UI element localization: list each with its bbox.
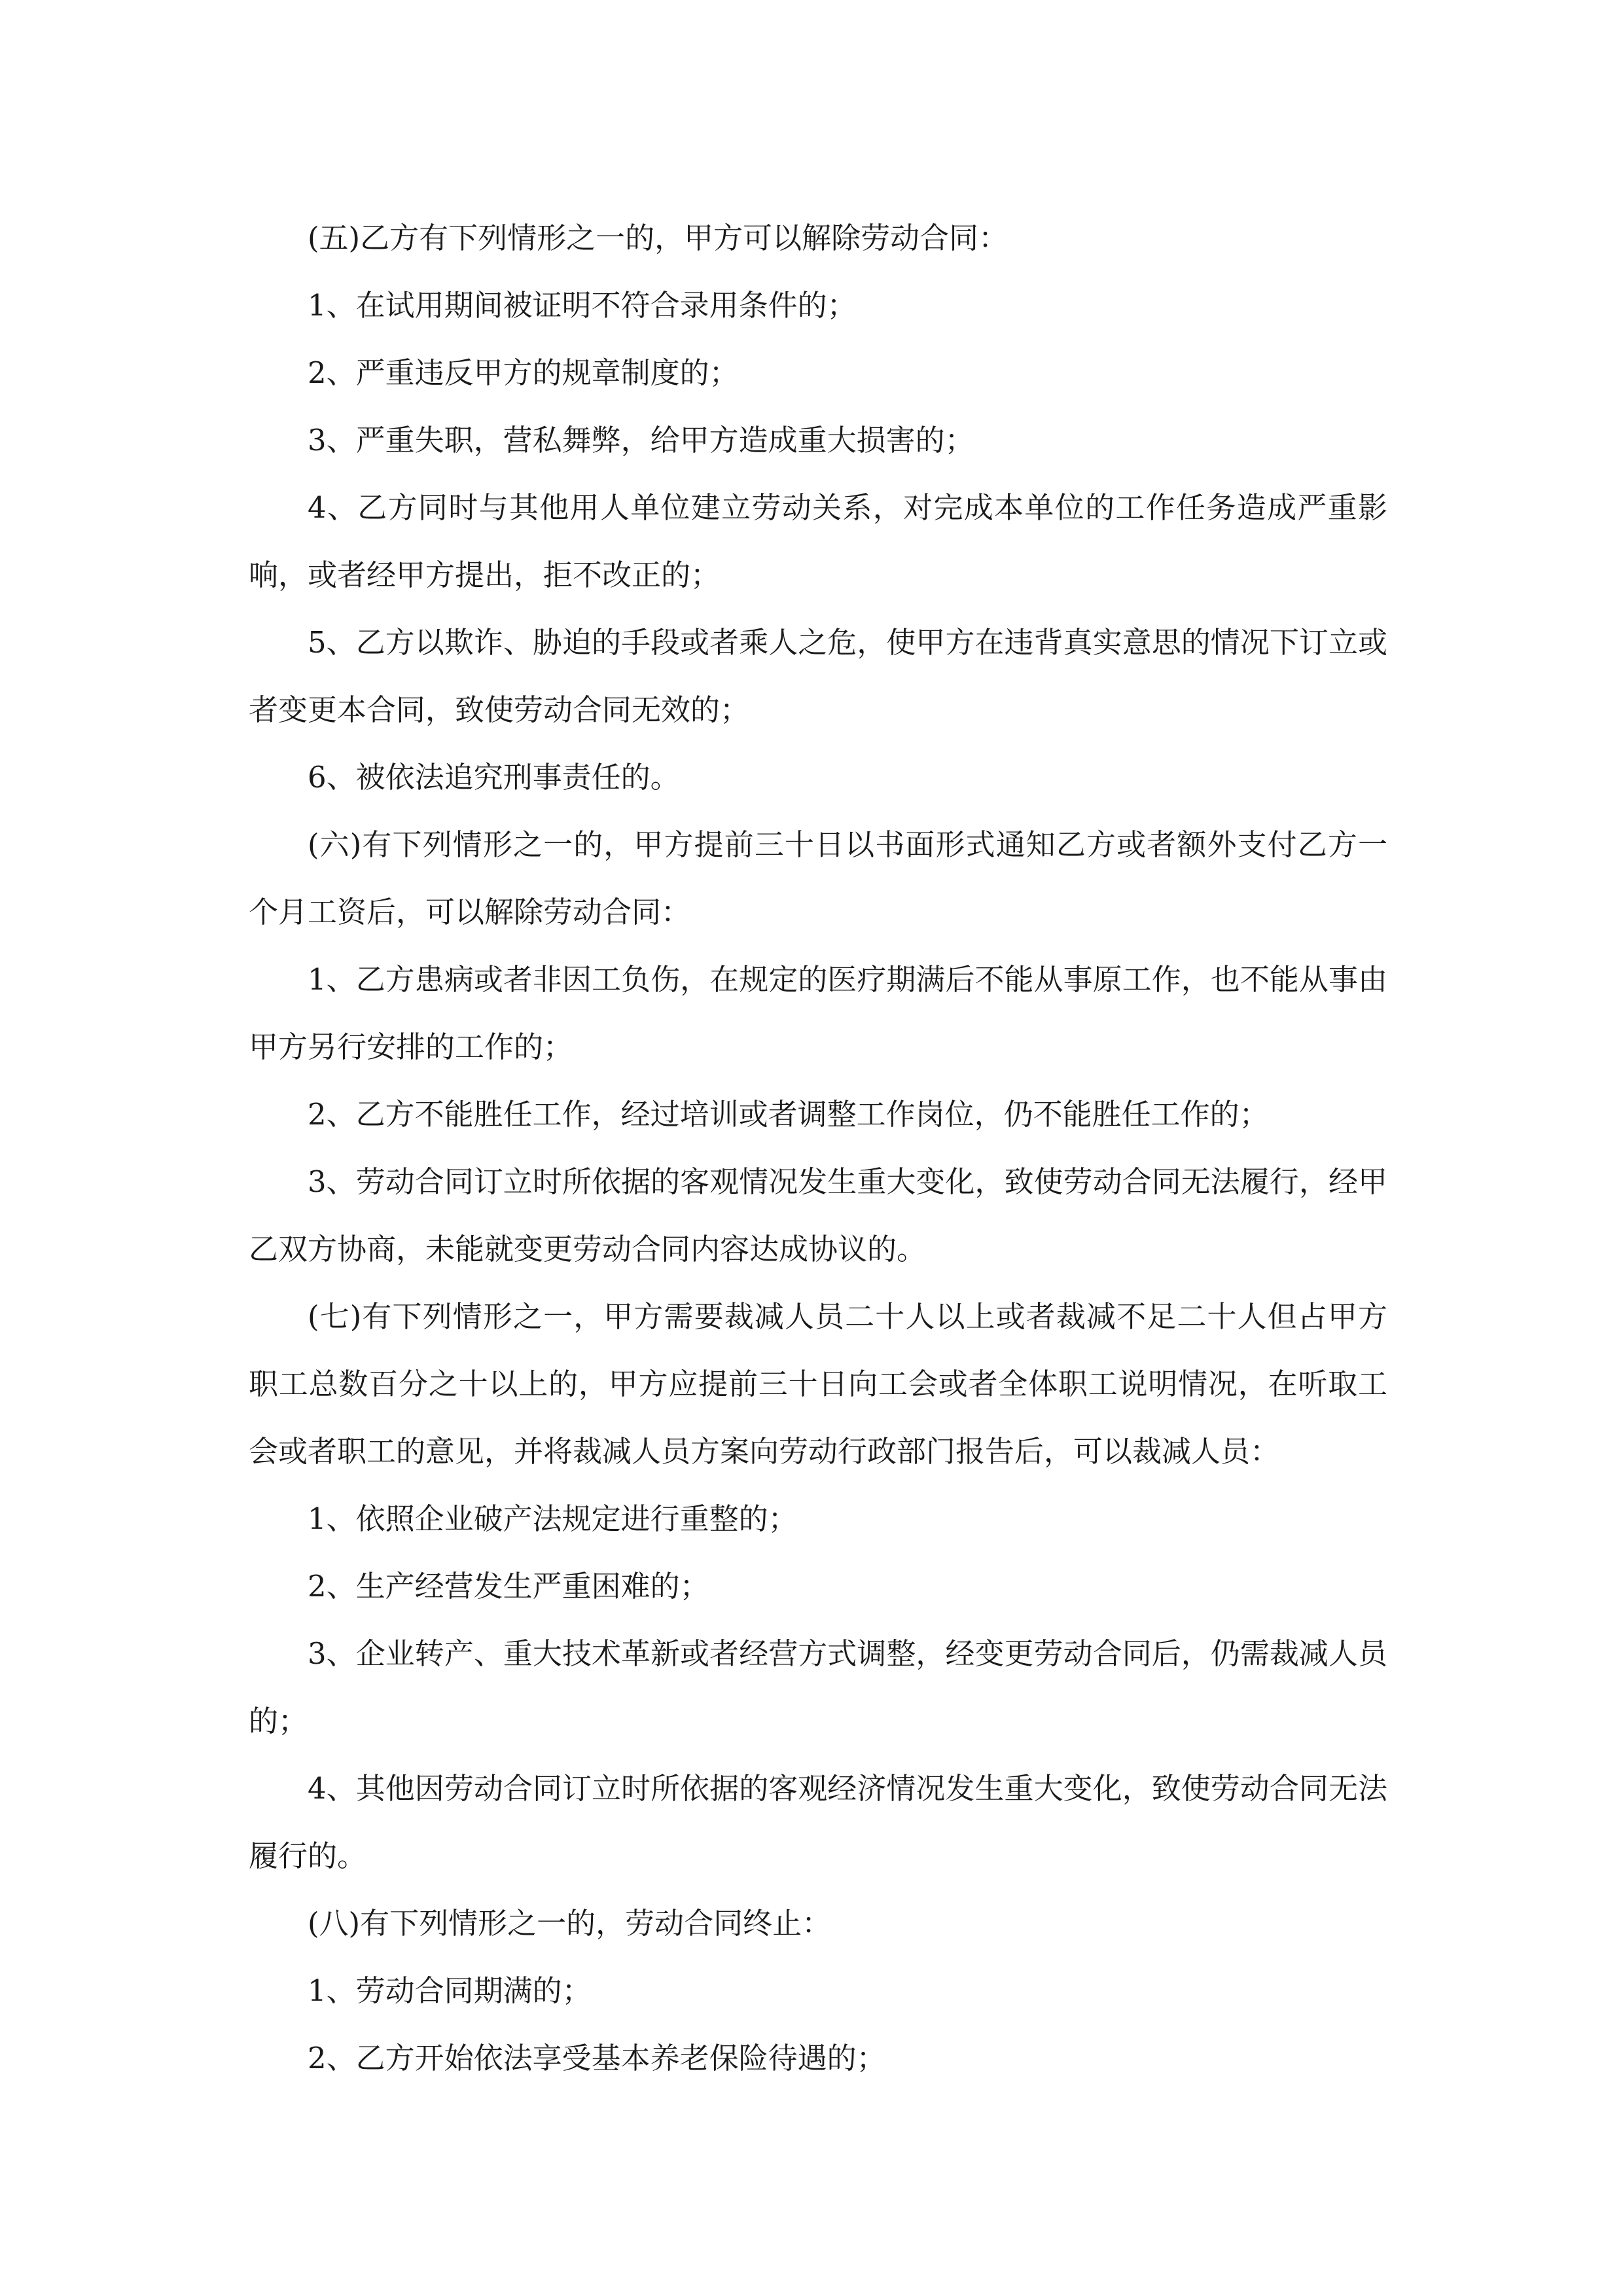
contract-body (249, 204, 1387, 2092)
paragraph-item: 2、严重违反甲方的规章制度的； (308, 355, 739, 390)
paragraph-item: 2、乙方不能胜任工作，经过培训或者调整工作岗位，仍不能胜任工作的； (308, 1097, 1269, 1132)
paragraph-section-6-heading: (六)有下列情形之一的，甲方提前三十日以书面形式通知乙方或者额外支付乙方一个月工资后，可以解除劳动合同： (249, 827, 1387, 929)
paragraph-section-5-heading: (五)乙方有下列情形之一的，甲方可以解除劳动合同： (308, 221, 1008, 255)
paragraph-item: 3、企业转产、重大技术革新或者经营方式调整，经变更劳动合同后，仍需裁减人员的； (249, 1636, 1387, 1738)
paragraph-item: 1、劳动合同期满的； (308, 1973, 592, 2008)
paragraph-item: 3、严重失职，营私舞弊，给甲方造成重大损害的； (308, 423, 974, 457)
paragraph-item: 1、乙方患病或者非因工负伤，在规定的医疗期满后不能从事原工作，也不能从事由甲方另行安排的工作的； (249, 962, 1387, 1064)
paragraph-item: 4、乙方同时与其他用人单位建立劳动关系，对完成本单位的工作任务造成严重影响，或者经甲方提出，拒不改正的； (249, 490, 1387, 592)
paragraph-item: 2、生产经营发生严重困难的； (308, 1569, 709, 1604)
paragraph-item: 1、依照企业破产法规定进行重整的； (308, 1501, 798, 1536)
paragraph-item: 1、在试用期间被证明不符合录用条件的； (308, 288, 857, 323)
paragraph-item: 4、其他因劳动合同订立时所依据的客观经济情况发生重大变化，致使劳动合同无法履行的。 (249, 1771, 1387, 1873)
paragraph-item: 2、乙方开始依法享受基本养老保险待遇的； (308, 2041, 886, 2075)
paragraph-item: 5、乙方以欺诈、胁迫的手段或者乘人之危，使甲方在违背真实意思的情况下订立或者变更本合同，致使劳动合同无效的； (249, 625, 1387, 727)
paragraph-item: 6、被依法追究刑事责任的。 (308, 760, 680, 795)
paragraph-section-7-heading: (七)有下列情形之一，甲方需要裁减人员二十人以上或者裁减不足二十人但占甲方职工总数百分之十以上的，甲方应提前三十日向工会或者全体职工说明情况，在听取工会或者职工的意见，并将裁减人员方案向劳动行政部门报告后，可以裁减人员： (249, 1299, 1387, 1469)
paragraph-item: 3、劳动合同订立时所依据的客观情况发生重大变化，致使劳动合同无法履行，经甲乙双方协商，未能就变更劳动合同内容达成协议的。 (249, 1164, 1387, 1266)
paragraph-section-8-heading: (八)有下列情形之一的，劳动合同终止： (308, 1906, 832, 1941)
